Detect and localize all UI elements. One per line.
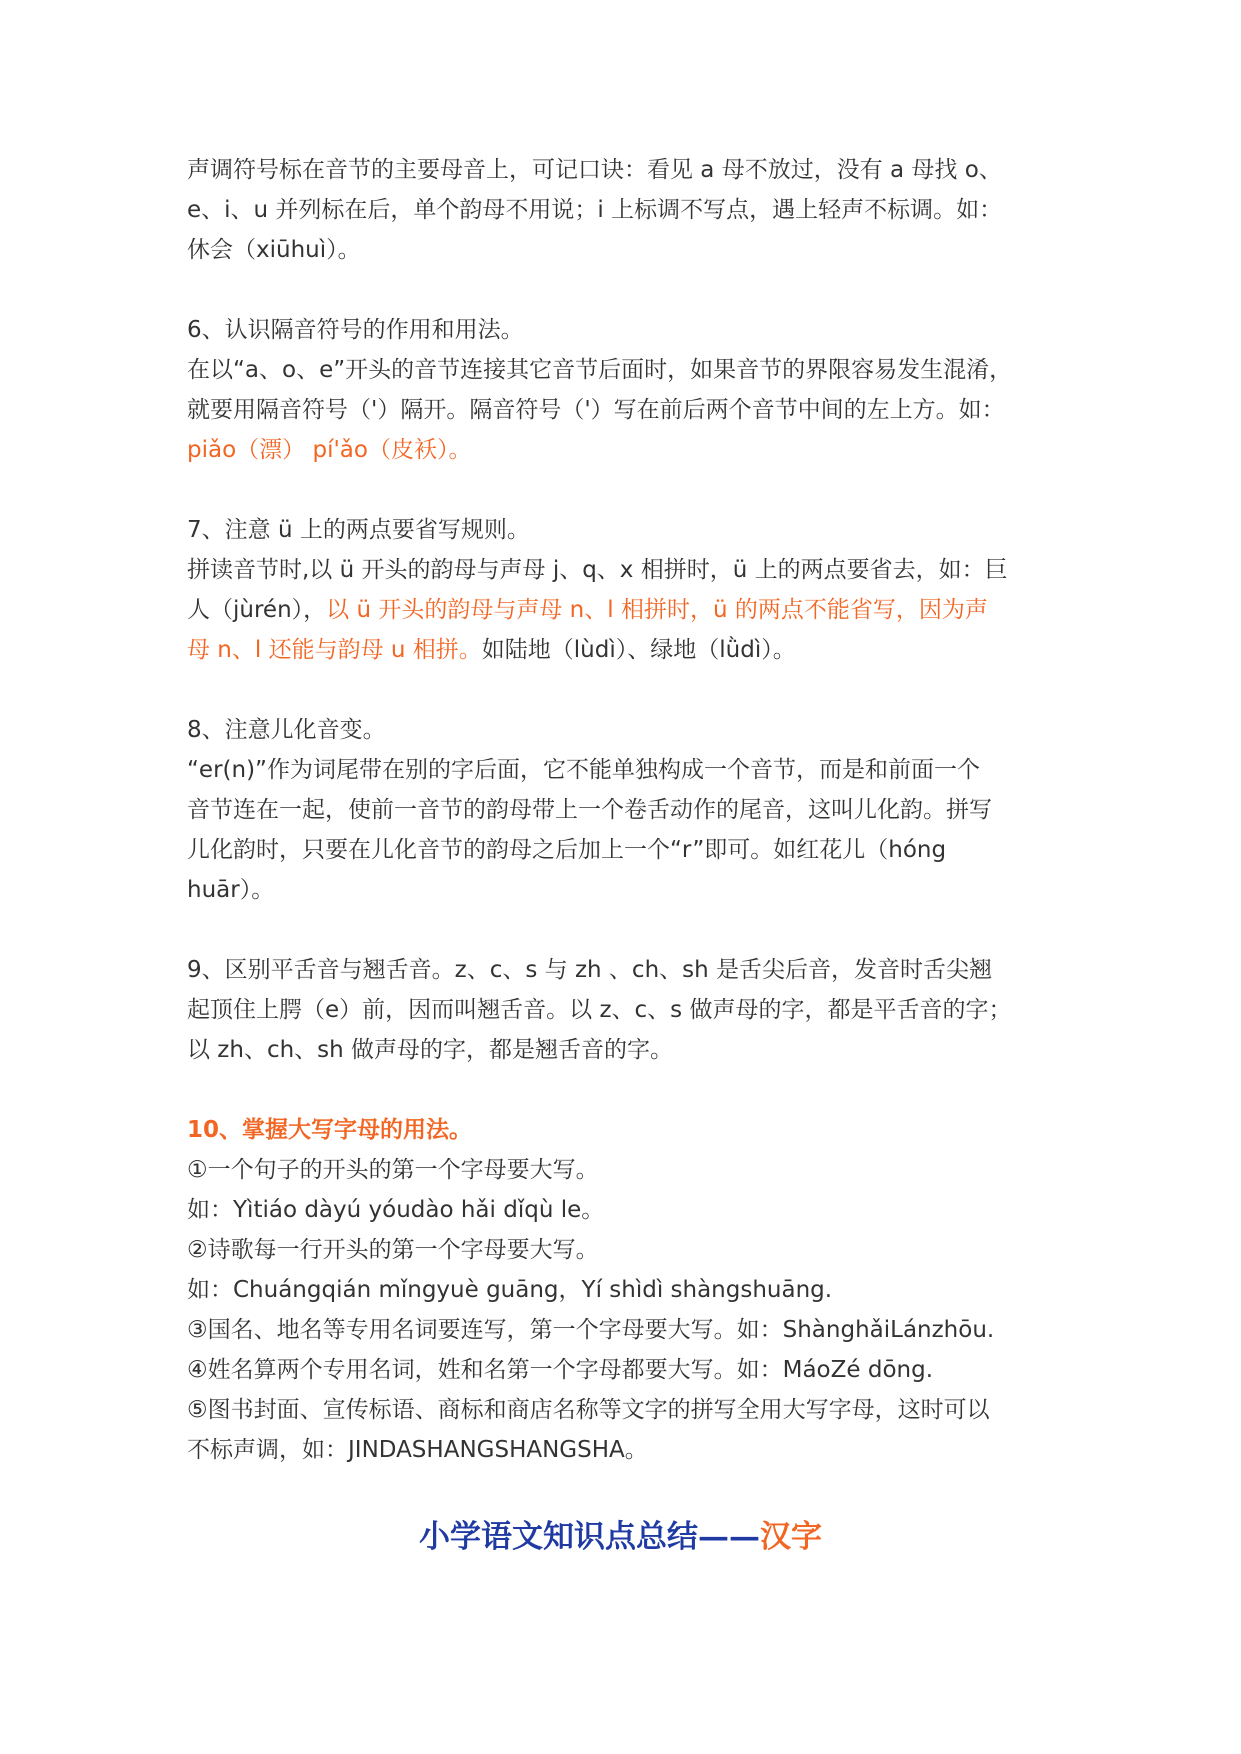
- example-highlight: piǎo（漂） pí'ǎo（皮袄）。: [187, 437, 472, 463]
- paragraph-line: 休会（xiūhuì）。: [187, 237, 361, 263]
- spacer: [187, 1070, 1067, 1110]
- footer-title-main: 小学语文知识点总结——: [419, 1519, 760, 1555]
- paragraph-line: [187, 630, 1067, 670]
- paragraph-line: 儿化韵时，只要在儿化音节的韵母之后加上一个“r”即可。如红花儿（hóng: [187, 837, 947, 863]
- paragraph-line: 起顶住上腭（e）前，因而叫翘舌音。以 z、c、s 做声母的字，都是平舌音的字；: [187, 997, 1012, 1023]
- footer-title-accent: 汉字: [760, 1519, 822, 1555]
- section-heading: 8、注意儿化音变。: [187, 717, 386, 743]
- paragraph-line: “er(n)”作为词尾带在别的字后面，它不能单独构成一个音节，而是和前面一个: [187, 757, 980, 783]
- rule-item: ①一个句子的开头的第一个字母要大写。: [187, 1157, 599, 1183]
- paragraph-line: 在以“a、o、e”开头的音节连接其它音节后面时，如果音节的界限容易发生混淆，: [187, 357, 1013, 383]
- paragraph-line: 以 zh、ch、sh 做声母的字，都是翘舌音的字。: [187, 1037, 674, 1063]
- section-6-separator-mark: [187, 310, 1067, 470]
- rule-item: ②诗歌每一行开头的第一个字母要大写。: [187, 1237, 599, 1263]
- paragraph-line: 9、区别平舌音与翘舌音。z、c、s 与 zh 、ch、sh 是舌尖后音，发音时舌尖翘: [187, 957, 993, 983]
- section-10-capitalization: [187, 1110, 1067, 1470]
- document-body: [187, 150, 1067, 1470]
- paragraph-line: 就要用隔音符号（'）隔开。隔音符号（'）写在前后两个音节中间的左上方。如：: [187, 397, 1005, 423]
- section-7-umlaut-rule: [187, 510, 1067, 670]
- footer-title: [0, 1512, 1241, 1562]
- paragraph-line: 音节连在一起，使前一音节的韵母带上一个卷舌动作的尾音，这叫儿化韵。拼写: [187, 797, 992, 823]
- highlight-text: 母 n、l 还能与韵母 u 相拼。: [187, 637, 482, 663]
- plain-text: 人（jùrén），: [187, 597, 327, 623]
- spacer: [187, 910, 1067, 950]
- paragraph-line: e、i、u 并列标在后，单个韵母不用说；i 上标调不写点，遇上轻声不标调。如：: [187, 197, 1003, 223]
- rule-item: ⑤图书封面、宣传标语、商标和商店名称等文字的拼写全用大写字母，这时可以: [187, 1397, 990, 1423]
- paragraph-line: 拼读音节时,以 ü 开头的韵母与声母 j、q、x 相拼时，ü 上的两点要省去，如：巨: [187, 557, 1008, 583]
- rule-example: 如：Yìtiáo dàyú yóudào hǎi dǐqù le。: [187, 1197, 605, 1223]
- rule-item: ④姓名算两个专用名词，姓和名第一个字母都要大写。如：MáoZé dōng.: [187, 1357, 934, 1383]
- highlight-text: 以 ü 开头的韵母与声母 n、l 相拼时，ü 的两点不能省写，因为声: [326, 597, 988, 623]
- section-9-flat-retroflex: [187, 950, 1067, 1070]
- paragraph-line: huār）。: [187, 877, 275, 903]
- rule-item: ③国名、地名等专用名词要连写，第一个字母要大写。如：ShànghǎiLánzhōu.: [187, 1317, 995, 1343]
- spacer: [187, 270, 1067, 310]
- section-5-tone-marks: [187, 150, 1067, 270]
- paragraph-line: [187, 590, 1067, 630]
- rule-item: 不标声调，如：JINDASHANGSHANGSHA。: [187, 1437, 648, 1463]
- plain-text: 如陆地（lùdì）、绿地（lǜdì）。: [481, 637, 796, 663]
- spacer: [187, 670, 1067, 710]
- section-heading: 7、注意 ü 上的两点要省写规则。: [187, 517, 530, 543]
- spacer: [187, 470, 1067, 510]
- section-8-erhua: [187, 710, 1067, 910]
- section-heading: 10、掌握大写字母的用法。: [187, 1117, 473, 1143]
- rule-example: 如：Chuángqián mǐngyuè guāng，Yí shìdì shàngshuāng.: [187, 1277, 833, 1303]
- section-heading: 6、认识隔音符号的作用和用法。: [187, 317, 524, 343]
- paragraph-line: 声调符号标在音节的主要母音上，可记口诀：看见 a 母不放过，没有 a 母找 o、: [187, 157, 1002, 183]
